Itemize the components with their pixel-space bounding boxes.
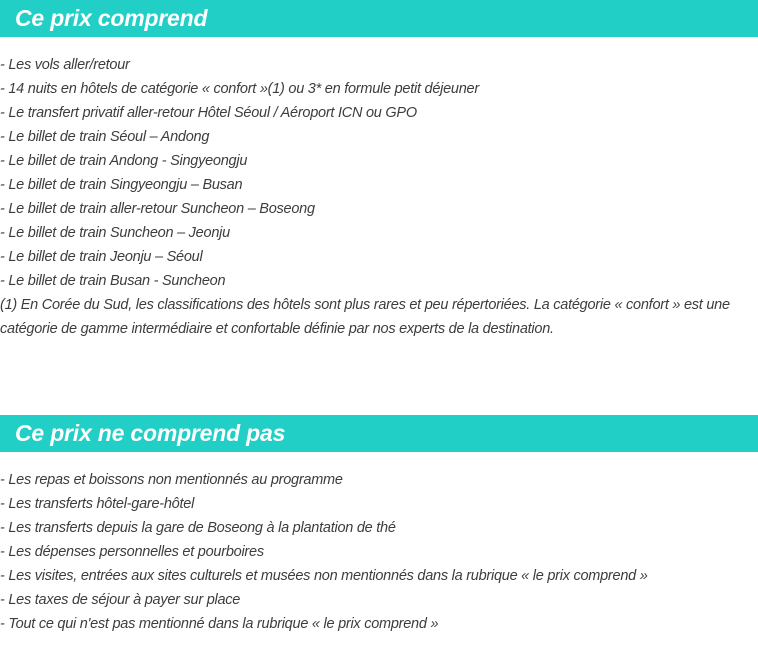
list-item: - Le billet de train Suncheon – Jeonju — [0, 225, 230, 241]
list-item: - Les dépenses personnelles et pourboires — [0, 544, 264, 560]
excludes-section-header — [0, 415, 758, 452]
list-item: - Le billet de train aller-retour Suncheon – Boseong — [0, 201, 315, 217]
list-item: - Le billet de train Séoul – Andong — [0, 129, 210, 145]
list-item: - Les vols aller/retour — [0, 57, 130, 73]
hotel-classification-footnote: (1) En Corée du Sud, les classifications des hôtels sont plus rares et peu répertoriées. La catégorie « confort » est une catégorie de gamme intermédiaire et confortable définie par nos experts de la destination. — [0, 297, 730, 337]
includes-section-header — [0, 0, 758, 37]
excludes-list — [0, 468, 756, 636]
list-item: - Les repas et boissons non mentionnés au programme — [0, 472, 343, 488]
includes-section-title: Ce prix comprend — [15, 5, 208, 31]
list-item: - Les transferts hôtel-gare-hôtel — [0, 496, 195, 512]
list-item: - Le billet de train Busan - Suncheon — [0, 273, 226, 289]
list-item: - Tout ce qui n'est pas mentionné dans la rubrique « le prix comprend » — [0, 616, 439, 632]
list-item: - Le billet de train Jeonju – Séoul — [0, 249, 203, 265]
list-item: - Les transferts depuis la gare de Boseong à la plantation de thé — [0, 520, 396, 536]
list-item: - Le transfert privatif aller-retour Hôtel Séoul / Aéroport ICN ou GPO — [0, 105, 417, 121]
list-item: - Les visites, entrées aux sites culturels et musées non mentionnés dans la rubrique « le prix comprend » — [0, 568, 648, 584]
list-item: - Le billet de train Andong - Singyeongju — [0, 153, 248, 169]
list-item: - 14 nuits en hôtels de catégorie « confort »(1) ou 3* en formule petit déjeuner — [0, 81, 479, 97]
includes-list — [0, 53, 756, 293]
list-item: - Le billet de train Singyeongju – Busan — [0, 177, 243, 193]
excludes-section-title: Ce prix ne comprend pas — [15, 420, 286, 446]
list-item: - Les taxes de séjour à payer sur place — [0, 592, 241, 608]
